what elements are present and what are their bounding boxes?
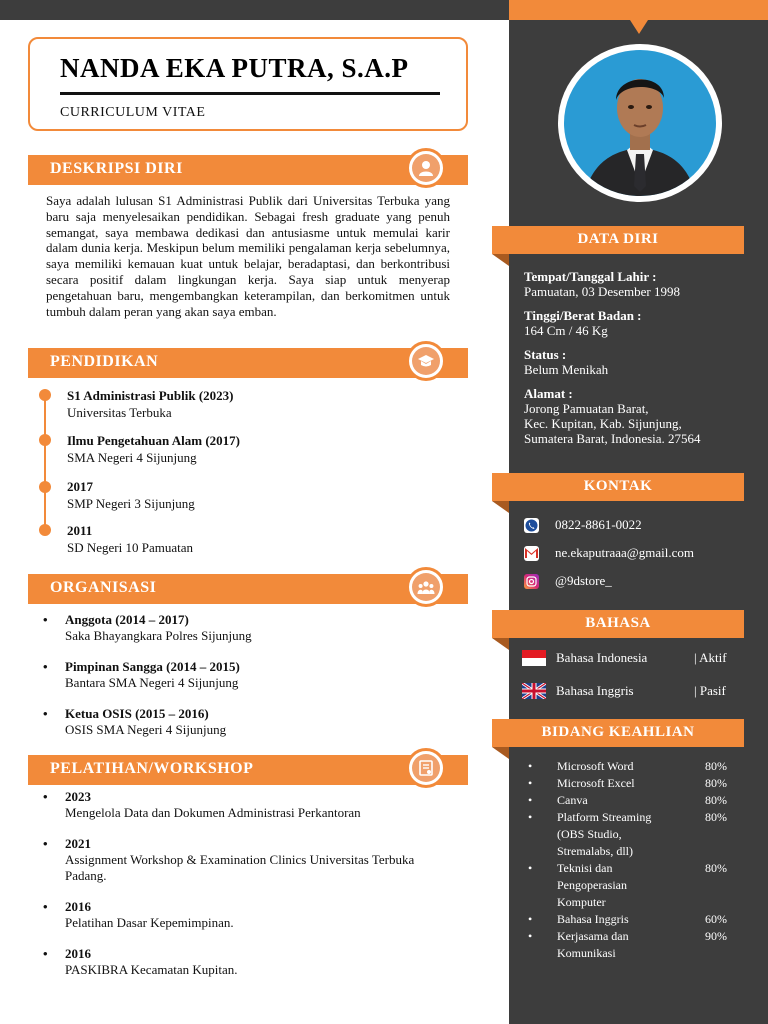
section-header-kontak: KONTAK: [492, 473, 744, 501]
pelatihan-year: 2023: [65, 789, 91, 804]
phone-icon: [524, 518, 539, 533]
bullet: •: [528, 861, 533, 875]
bullet: •: [528, 810, 533, 824]
education-item: [67, 432, 240, 466]
skill-name: Canva: [557, 793, 588, 807]
ttl-label: Tempat/Tanggal Lahir :: [524, 269, 657, 284]
skill-item: [528, 758, 738, 775]
tinggi-berat-label: Tinggi/Berat Badan :: [524, 308, 642, 323]
alamat-line: Jorong Pamuatan Barat,: [524, 401, 649, 416]
name-underline: [60, 92, 440, 95]
timeline-dot: [39, 389, 51, 401]
alamat-line: Kec. Kupitan, Kab. Sijunjung,: [524, 416, 682, 431]
skill-percent: 80%: [705, 861, 727, 875]
bullet: •: [43, 659, 48, 674]
skill-item: [528, 809, 738, 860]
education-item: [67, 522, 193, 556]
organisasi-title: Pimpinan Sangga (2014 – 2015): [65, 659, 240, 674]
organisasi-place: Bantara SMA Negeri 4 Sijunjung: [65, 675, 239, 690]
bullet: •: [528, 912, 533, 926]
phone-text: 0822-8861-0022: [555, 517, 642, 532]
pelatihan-desc: Assignment Workshop & Examination Clinics Universitas Terbuka Padang.: [65, 852, 415, 883]
pelatihan-desc: Mengelola Data dan Dokumen Administrasi Perkantoran: [65, 805, 361, 820]
skill-percent: 80%: [705, 793, 727, 807]
pelatihan-desc: Pelatihan Dasar Kepemimpinan.: [65, 915, 234, 930]
education-title: 2011: [67, 523, 93, 538]
education-place: SMA Negeri 4 Sijunjung: [67, 450, 197, 465]
skill-item: [528, 775, 738, 792]
bullet: •: [528, 759, 533, 773]
pelatihan-item: [43, 836, 455, 884]
bullet: •: [43, 946, 48, 961]
education-title: 2017: [67, 479, 93, 494]
status-label: Status :: [524, 347, 567, 362]
skill-percent: 80%: [705, 810, 727, 824]
cv-subtitle: CURRICULUM VITAE: [60, 105, 206, 120]
education-place: SMP Negeri 3 Sijunjung: [67, 496, 195, 511]
profile-photo-frame: [558, 44, 722, 202]
bullet: •: [43, 899, 48, 914]
skill-name: Microsoft Excel: [557, 776, 635, 790]
instagram-icon: [524, 574, 539, 589]
skill-name: Microsoft Word: [557, 759, 634, 773]
skill-name: Teknisi dan Pengoperasian Komputer: [557, 861, 627, 909]
skill-percent: 80%: [705, 776, 727, 790]
ttl-value: Pamuatan, 03 Desember 1998: [524, 284, 680, 299]
person-icon: [406, 148, 446, 188]
pelatihan-item: [43, 789, 455, 821]
skill-percent: 80%: [705, 759, 727, 773]
skill-name: Kerjasama dan Komunikasi: [557, 929, 629, 960]
language-item: [522, 650, 737, 666]
section-title-pendidikan: PENDIDIKAN: [50, 353, 159, 370]
education-title: Ilmu Pengetahuan Alam (2017): [67, 433, 240, 448]
skill-item: [528, 928, 738, 962]
bullet: •: [528, 929, 533, 943]
instagram-text: @9dstore_: [555, 573, 612, 588]
organisasi-item: [43, 706, 227, 738]
tinggi-berat-value: 164 Cm / 46 Kg: [524, 323, 608, 338]
organisasi-item: [43, 659, 240, 691]
bullet: •: [43, 789, 48, 804]
organisasi-item: [43, 612, 252, 644]
education-title: S1 Administrasi Publik (2023): [67, 388, 234, 403]
indonesia-flag-icon: [522, 650, 546, 666]
skill-item: [528, 911, 738, 928]
contact-email[interactable]: [524, 545, 694, 561]
skill-percent: 60%: [705, 912, 727, 926]
pelatihan-item: [43, 946, 455, 978]
bullet: •: [43, 612, 48, 627]
bullet: •: [528, 793, 533, 807]
group-icon: [406, 567, 446, 607]
language-level: | Pasif: [694, 683, 726, 698]
email-text: ne.ekaputraaa@gmail.com: [555, 545, 695, 560]
skill-name: Platform Streaming (OBS Studio, Stremalabs, dll): [557, 810, 652, 858]
language-item: [522, 683, 737, 699]
pelatihan-year: 2021: [65, 836, 91, 851]
alamat-label: Alamat :: [524, 386, 573, 401]
section-title-deskripsi: DESKRIPSI DIRI: [50, 160, 183, 177]
education-place: SD Negeri 10 Pamuatan: [67, 540, 194, 555]
education-timeline: [44, 395, 46, 535]
section-title-organisasi: ORGANISASI: [50, 579, 157, 596]
skills-list: [528, 758, 738, 962]
skill-item: [528, 860, 738, 911]
section-header-keahlian: BIDANG KEAHLIAN: [492, 719, 744, 747]
certificate-icon: [406, 748, 446, 788]
language-name: Bahasa Inggris: [556, 683, 634, 698]
section-header-data-diri: DATA DIRI: [492, 226, 744, 254]
name-box: [28, 37, 468, 131]
pelatihan-year: 2016: [65, 946, 91, 961]
education-item: [67, 387, 234, 421]
organisasi-place: OSIS SMA Negeri 4 Sijunjung: [65, 722, 227, 737]
section-header-pendidikan: [28, 348, 468, 378]
skill-percent: 90%: [705, 929, 727, 943]
status-value: Belum Menikah: [524, 362, 609, 377]
timeline-dot: [39, 524, 51, 536]
bullet: •: [43, 706, 48, 721]
contact-instagram[interactable]: [524, 573, 612, 589]
full-name: NANDA EKA PUTRA, S.A.P: [60, 53, 409, 83]
timeline-dot: [39, 481, 51, 493]
section-header-bahasa: BAHASA: [492, 610, 744, 638]
top-notch: [630, 20, 648, 34]
section-title-pelatihan: PELATIHAN/WORKSHOP: [50, 760, 254, 777]
data-diri-block: [524, 269, 701, 446]
section-header-deskripsi: [28, 155, 468, 185]
organisasi-title: Anggota (2014 – 2017): [65, 612, 189, 627]
profile-photo: [564, 50, 716, 196]
language-name: Bahasa Indonesia: [556, 650, 648, 665]
contact-phone[interactable]: [524, 517, 642, 533]
pelatihan-item: [43, 899, 455, 931]
organisasi-place: Saka Bhayangkara Polres Sijunjung: [65, 628, 252, 643]
language-level: | Aktif: [694, 650, 727, 665]
gmail-icon: [524, 546, 539, 561]
bullet: •: [43, 836, 48, 851]
education-place: Universitas Terbuka: [67, 405, 172, 420]
bullet: •: [528, 776, 533, 790]
pelatihan-year: 2016: [65, 899, 91, 914]
timeline-dot: [39, 434, 51, 446]
organisasi-title: Ketua OSIS (2015 – 2016): [65, 706, 209, 721]
alamat-line: Sumatera Barat, Indonesia. 27564: [524, 431, 701, 446]
section-header-organisasi: [28, 574, 468, 604]
section-header-pelatihan: [28, 755, 468, 785]
skill-name: Bahasa Inggris: [557, 912, 629, 926]
description-text: Saya adalah lulusan S1 Administrasi Publik dari Universitas Terbuka yang baru saja menyelesaikan pendidikan. Sebagai fresh graduate yang penuh semangat, saya membawa dedikasi dan antusiasme untuk memulai karir dalam dunia kerja. Meskipun belum memiliki pengalaman kerja sebelumnya, saya memiliki kemauan kuat untuk belajar, beradaptasi, dan berkontribusi secara positif dalam lingkungan kerja. Saya siap untuk menyerap pengetahuan baru, mengembangkan keterampilan, dan berkomitmen untuk tumbuh dalam peran yang akan saya emban.: [46, 193, 450, 319]
education-item: [67, 478, 195, 512]
skill-item: [528, 792, 738, 809]
graduation-cap-icon: [406, 341, 446, 381]
top-accent-bar: [509, 0, 768, 20]
pelatihan-desc: PASKIBRA Kecamatan Kupitan.: [65, 962, 238, 977]
uk-flag-icon: [522, 683, 546, 699]
